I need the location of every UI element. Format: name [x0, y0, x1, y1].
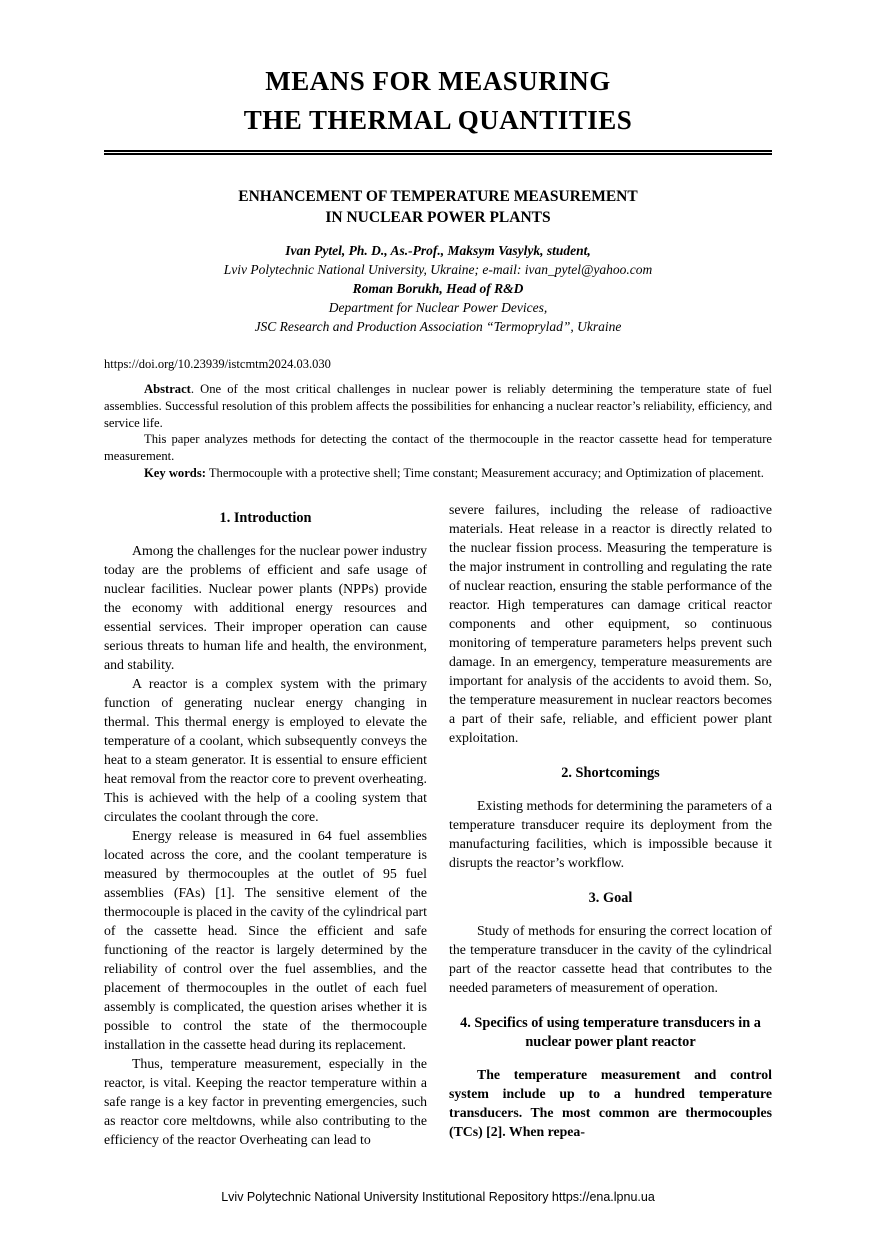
article-title-line2: IN NUCLEAR POWER PLANTS — [325, 209, 551, 226]
authors-line-2: Roman Borukh, Head of R&D — [352, 281, 524, 296]
keywords-paragraph — [104, 465, 772, 482]
body-paragraph: Energy release is measured in 64 fuel assemblies located across the core, and the coolant temperature is measured by thermocouples at the outlet of 95 fuel assemblies (FAs) [1]. The sensitive element of the thermocouple is placed in the cavity of the cylindrical part of the cassette head. Since the efficient and safe functioning of the reactor is largely determined by the reliability of control over the fuel assemblies, and the placement of thermocouples in the outlet of each fuel assembly is complicated, the question arises whether it is possible to control the state of the thermocouple installation in the cassette head during its replacement. — [104, 827, 427, 1052]
article-head — [104, 186, 772, 482]
repository-footer: Lviv Polytechnic National University Institutional Repository https://ena.lpnu.ua — [221, 1190, 655, 1204]
abstract-text: . One of the most critical challenges in nuclear power is reliably determining the temperature state of fuel assemblies. Successful resolution of this problem affects the possibilities for enhancing a nuclear reactor’s reliability, efficiency, and service life. — [104, 382, 772, 430]
journal-header — [104, 62, 772, 155]
affiliation-line-3: JSC Research and Production Association “Termoprylad”, Ukraine — [254, 319, 622, 334]
journal-title — [104, 62, 772, 140]
affiliation-line-1: Lviv Polytechnic National University, Ukraine; e-mail: ivan_pytel@yahoo.com — [223, 262, 653, 277]
abstract-paragraph-1 — [104, 381, 772, 431]
body-paragraph: Study of methods for ensuring the correct location of the temperature transducer in the cavity of the cylindrical part of the reactor cassette head that contributes to the needed parameters of measurement of operation. — [449, 922, 772, 995]
right-column — [449, 500, 772, 1149]
body-paragraph: Existing methods for determining the parameters of a temperature transducer require its deployment from the manufacturing facilities, which is impossible because it disrupts the reactor’s workflow. — [449, 797, 772, 870]
section-heading-introduction: 1. Introduction — [219, 509, 312, 526]
abstract-paragraph-2: This paper analyzes methods for detecting the contact of the thermocouple in the reactor cassette head for temperature measurement. — [104, 432, 772, 464]
authors-block — [104, 241, 772, 336]
section-heading-goal: 3. Goal — [588, 889, 633, 906]
double-rule-divider — [104, 150, 772, 155]
body-paragraph: A reactor is a complex system with the primary function of generating nuclear energy changing in thermal. This thermal energy is employed to elevate the temperature of a coolant, which subsequently conveys the heat to a steam generator. It is essential to ensure efficient heat removal from the reactor core to prevent overheating. This is achieved with the help of a cooling system that circulates the coolant through the core. — [104, 675, 427, 824]
keywords-label: Key words: — [144, 465, 206, 480]
abstract-label: Abstract — [144, 382, 191, 396]
article-title-line1: ENHANCEMENT OF TEMPERATURE MEASUREMENT — [238, 188, 638, 205]
section-heading-shortcomings: 2. Shortcomings — [561, 764, 660, 781]
affiliation-line-2: Department for Nuclear Power Devices, — [328, 300, 548, 315]
abstract-block — [104, 381, 772, 482]
authors-line-1: Ivan Pytel, Ph. D., As.-Prof., Maksym Vasylyk, student, — [285, 243, 591, 258]
journal-title-line1: MEANS FOR MEASURING — [265, 66, 611, 96]
journal-title-line2: THE THERMAL QUANTITIES — [243, 105, 633, 135]
left-column — [104, 500, 427, 1149]
body-paragraph: The temperature measurement and control system include up to a hundred temperature transducers. The most common are thermocouples (TCs) [2]. When repea- — [449, 1066, 772, 1139]
body-paragraph: severe failures, including the release of radioactive materials. Heat release in a reactor is directly related to the nuclear fission process. Measuring the temperature is the major instrument in controlling and regulating the rate of nuclear reaction, ensuring the stable performance of the reactor. High temperatures can damage critical reactor components and other equipment, so continuous monitoring of temperature parameters helps prevent such damage. In an emergency, temperature measurements are important for analysis of the accidents to avoid them. So, the temperature measurement in nuclear reactors becomes a part of their safe, reliable, and efficient power plant exploitation. — [449, 501, 772, 745]
body-columns — [104, 500, 772, 1149]
body-paragraph: Among the challenges for the nuclear power industry today are the problems of efficient and safe usage of nuclear facilities. Nuclear power plants (NPPs) provide the economy with additional energy resources and essential services. Their improper operation can cause serious threats to human life and health, the environment, and stability. — [104, 542, 427, 672]
keywords-text: Thermocouple with a protective shell; Time constant; Measurement accuracy; and Optimization of placement. — [205, 465, 764, 480]
doi-link: https://doi.org/10.23939/istcmtm2024.03.030 — [104, 357, 331, 371]
body-paragraph: Thus, temperature measurement, especially in the reactor, is vital. Keeping the reactor temperature within a safe range is a key factor in preventing emergencies, such as reactor core meltdowns, while also contributing to the efficiency of the reactor Overheating can lead to — [104, 1055, 427, 1147]
section-heading-specifics: 4. Specifics of using temperature transducers in a nuclear power plant reactor — [460, 1014, 761, 1050]
article-title — [104, 186, 772, 228]
